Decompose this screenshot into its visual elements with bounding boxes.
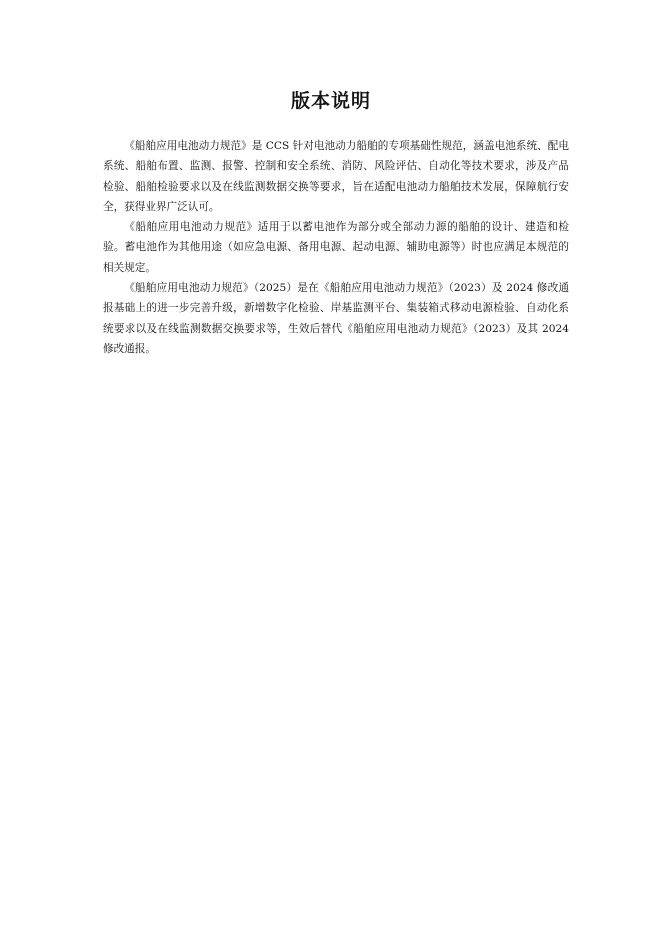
paragraph-overview: 《船舶应用电池动力规范》是 CCS 针对电池动力船舶的专项基础性规范，涵盖电池系统、配电系统、船舶布置、监测、报警、控制和安全系统、消防、风险评估、自动化等技术要求，涉及产品检验、船舶检验要求以及在线监测数据交换等要求，旨在适配电池动力船舶技术发展，保障航行安全，获得业界广泛认可。 xyxy=(103,140,569,213)
paragraph-scope: 《船舶应用电池动力规范》适用于以蓄电池作为部分或全部动力源的船舶的设计、建造和检验。蓄电池作为其他用途（如应急电源、备用电源、起动电源、辅助电源等）时也应满足本规范的相关规定。 xyxy=(103,221,569,274)
page-title: 版本说明 xyxy=(290,90,371,112)
document-body xyxy=(103,136,569,359)
paragraph-revision: 《船舶应用电池动力规范》（2025）是在《船舶应用电池动力规范》（2023）及 2024 修改通报基础上的进一步完善升级，新增数字化检验、岸基监测平台、集装箱式移动电源检验、自动化系统要求以及在线监测数据交换要求等，生效后替代《船舶应用电池动力规范》（2023）及其 2024 修改通报。 xyxy=(103,282,569,355)
